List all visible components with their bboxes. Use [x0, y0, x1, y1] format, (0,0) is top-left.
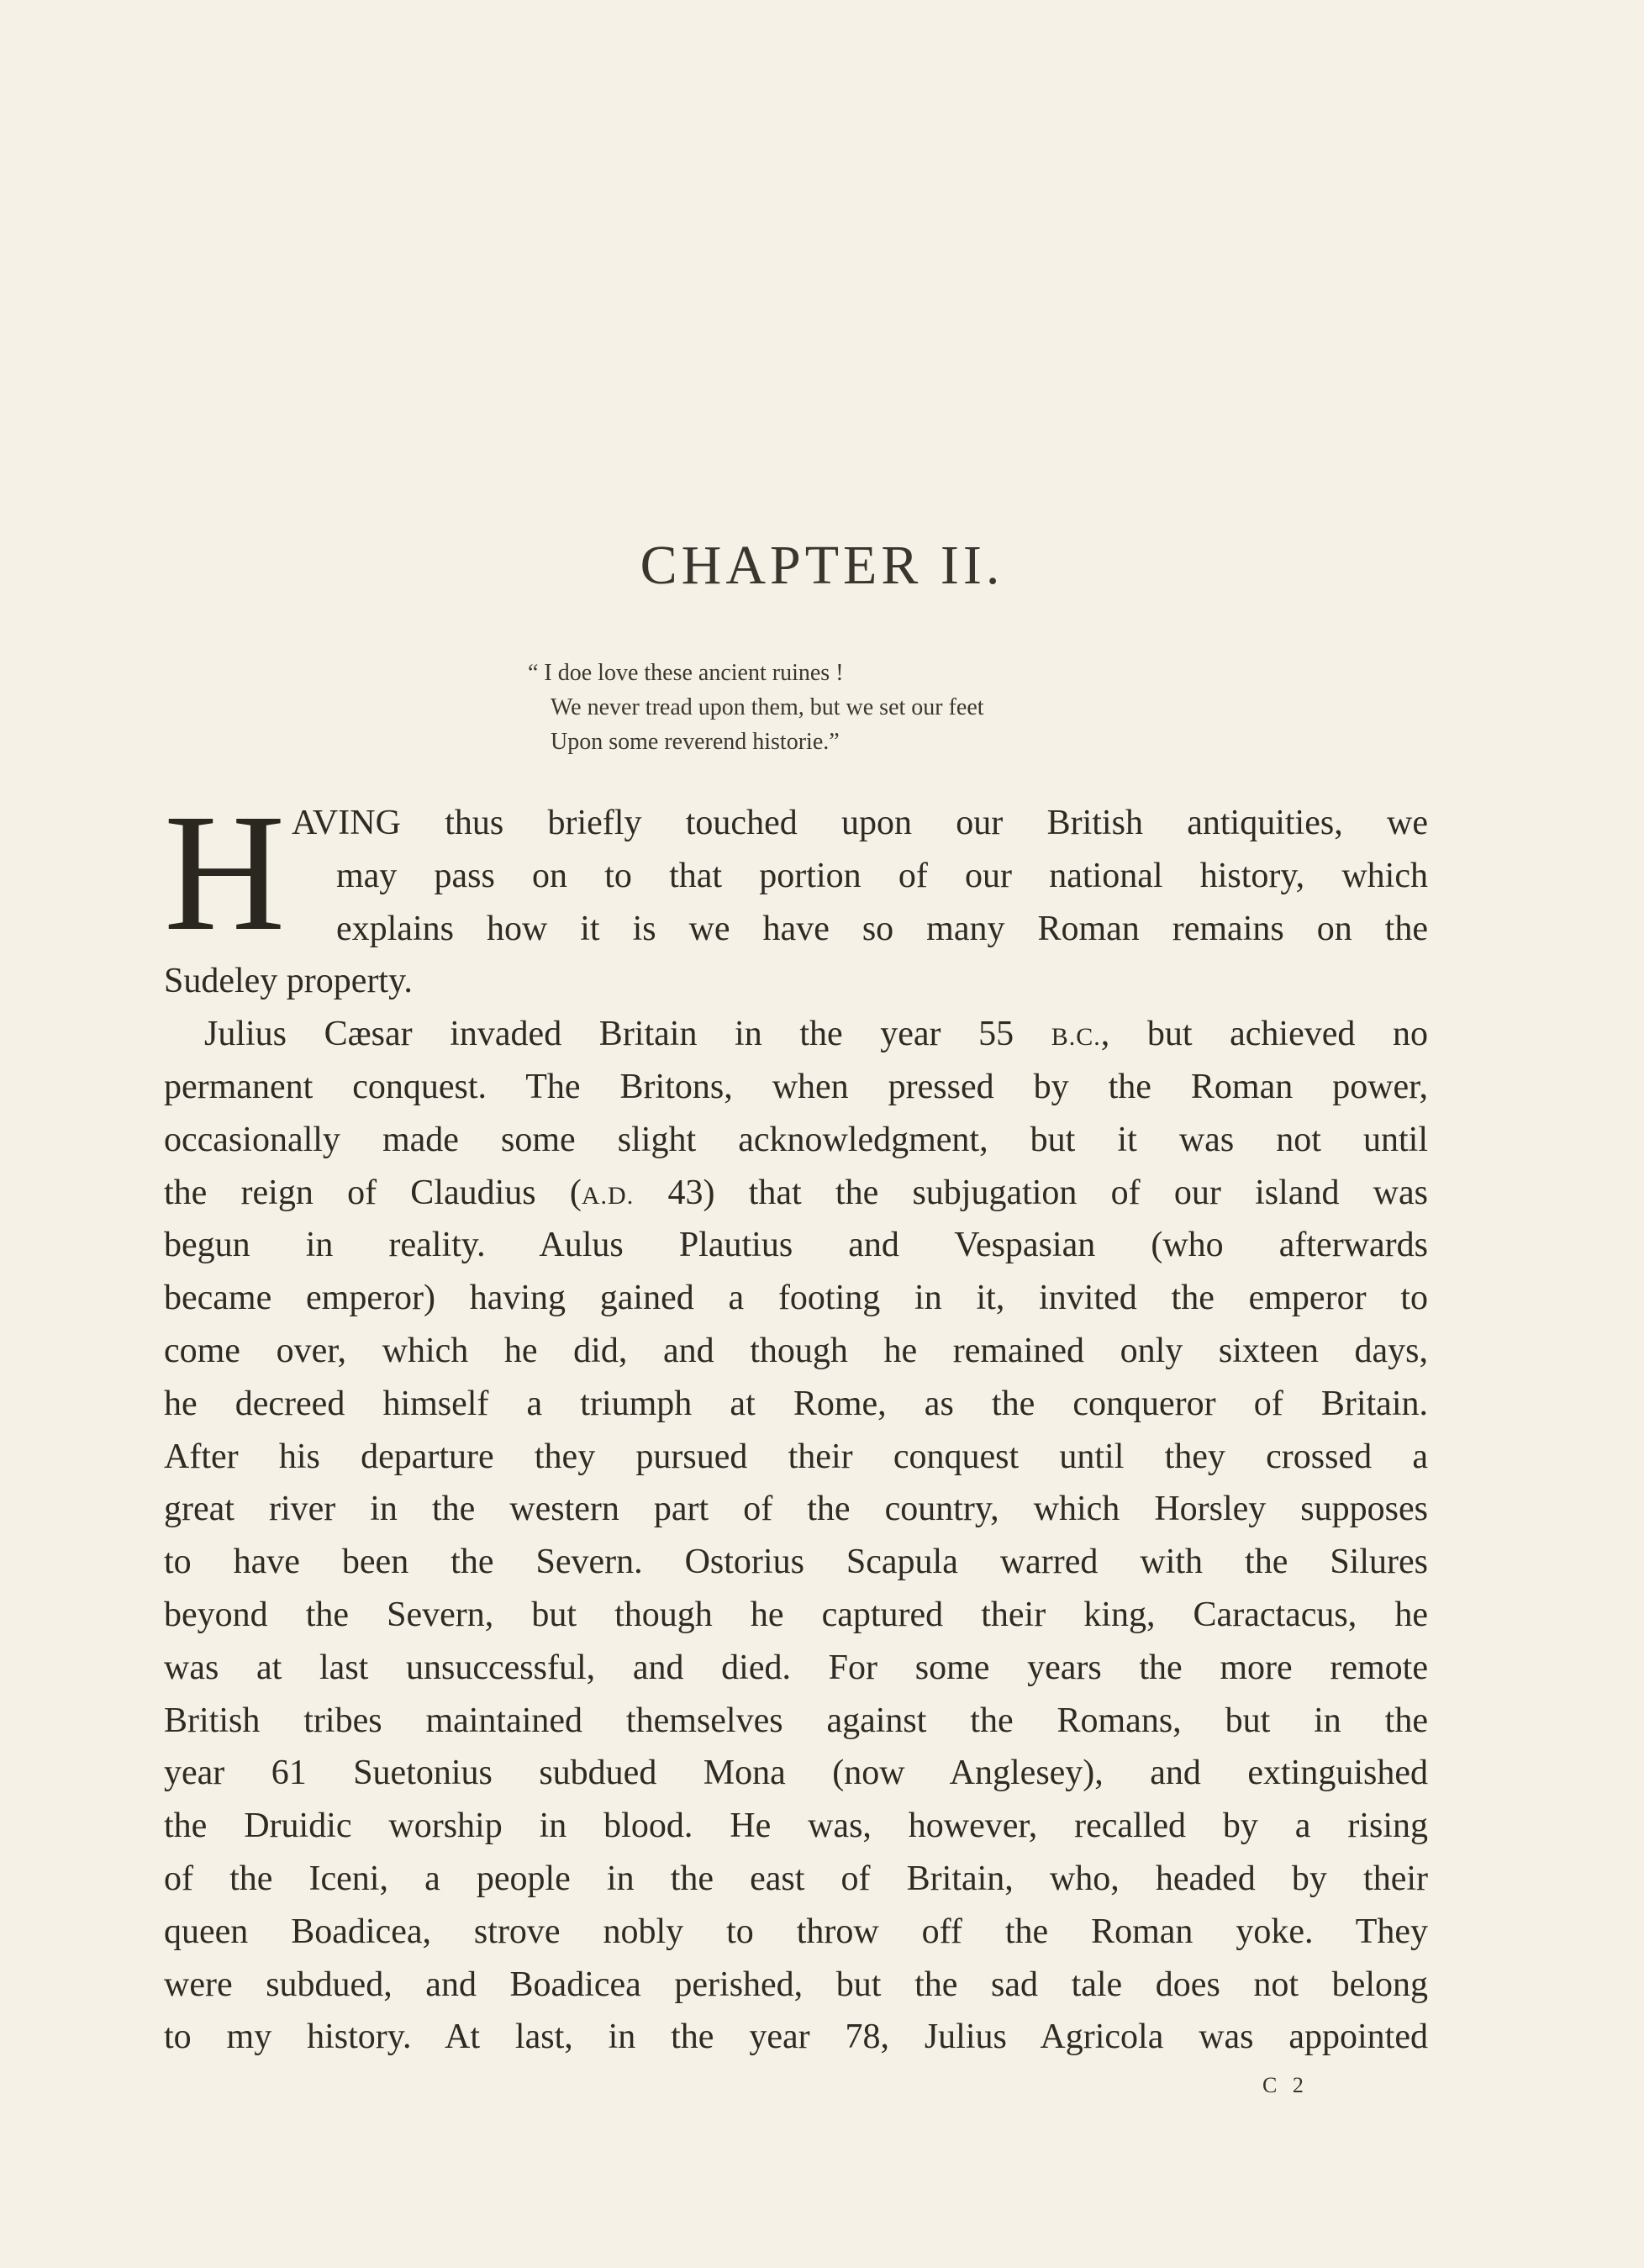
text-line: occasionally made some slight acknowledgment, but it was not until: [164, 1120, 1428, 1159]
text-line: he decreed himself a triumph at Rome, as the conqueror of Britain.: [164, 1384, 1428, 1423]
text-line: begun in reality. Aulus Plautius and Vespasian (who afterwards: [164, 1226, 1428, 1265]
era-abbreviation: B.C.: [1051, 1023, 1101, 1052]
paragraph-1: [164, 780, 1428, 1008]
text-segment: the reign of Claudius (: [164, 1173, 582, 1212]
text-line: [164, 1167, 1428, 1220]
text-line: British tribes maintained themselves against the Romans, but in the: [164, 1701, 1428, 1740]
text-line: the Druidic worship in blood. He was, however, recalled by a rising: [164, 1806, 1428, 1846]
epigraph-line: We never tread upon them, but we set our feet: [551, 694, 984, 720]
text-line: may pass on to that portion of our national history, which: [336, 856, 1428, 895]
chapter-title: CHAPTER II.: [640, 535, 1004, 596]
text-line: [164, 1008, 1428, 1061]
text-line: to have been the Severn. Ostorius Scapula warred with the Silures: [164, 1543, 1428, 1582]
text-segment: 43) that the subjugation of our island was: [634, 1173, 1428, 1212]
era-abbreviation: A.D.: [581, 1181, 635, 1210]
text-line: year 61 Suetonius subdued Mona (now Anglesey), and extinguished: [164, 1754, 1428, 1793]
signature-mark: C 2: [1262, 2073, 1309, 2097]
text-line: After his departure they pursued their conquest until they crossed a: [164, 1437, 1428, 1476]
epigraph: [528, 656, 1200, 759]
text-line: beyond the Severn, but though he captured their king, Caractacus, he: [164, 1595, 1428, 1634]
text-line: come over, which he did, and though he remained only sixteen days,: [164, 1331, 1428, 1370]
text-line: was at last unsuccessful, and died. For some years the more remote: [164, 1648, 1428, 1687]
text-segment: , but achieved no: [1100, 1015, 1428, 1054]
text-line: became emperor) having gained a footing in it, invited the emperor to: [164, 1279, 1428, 1318]
paragraph-2: [164, 1008, 1428, 2064]
text-line: were subdued, and Boadicea perished, but the sad tale does not belong: [164, 1965, 1428, 2004]
drop-cap: H: [164, 780, 286, 966]
text-line: explains how it is we have so many Roman remains on the: [336, 909, 1428, 948]
text-line: of the Iceni, a people in the east of Britain, who, headed by their: [164, 1859, 1428, 1898]
text-segment: Julius Cæsar invaded Britain in the year 55: [204, 1015, 1051, 1054]
epigraph-line: Upon some reverend historie.”: [551, 729, 840, 755]
text-line: permanent conquest. The Britons, when pressed by the Roman power,: [164, 1067, 1428, 1106]
text-line: great river in the western part of the country, which Horsley supposes: [164, 1490, 1428, 1529]
text-line: AVING thus briefly touched upon our British antiquities, we: [292, 804, 1428, 842]
epigraph-line: “ I doe love these ancient ruines !: [528, 660, 844, 686]
text-line: queen Boadicea, strove nobly to throw off the Roman yoke. They: [164, 1912, 1428, 1951]
text-line: to my history. At last, in the year 78, Julius Agricola was appointed: [164, 2017, 1428, 2057]
body-text: [164, 780, 1428, 2064]
text-line: Sudeley property.: [164, 962, 413, 1001]
